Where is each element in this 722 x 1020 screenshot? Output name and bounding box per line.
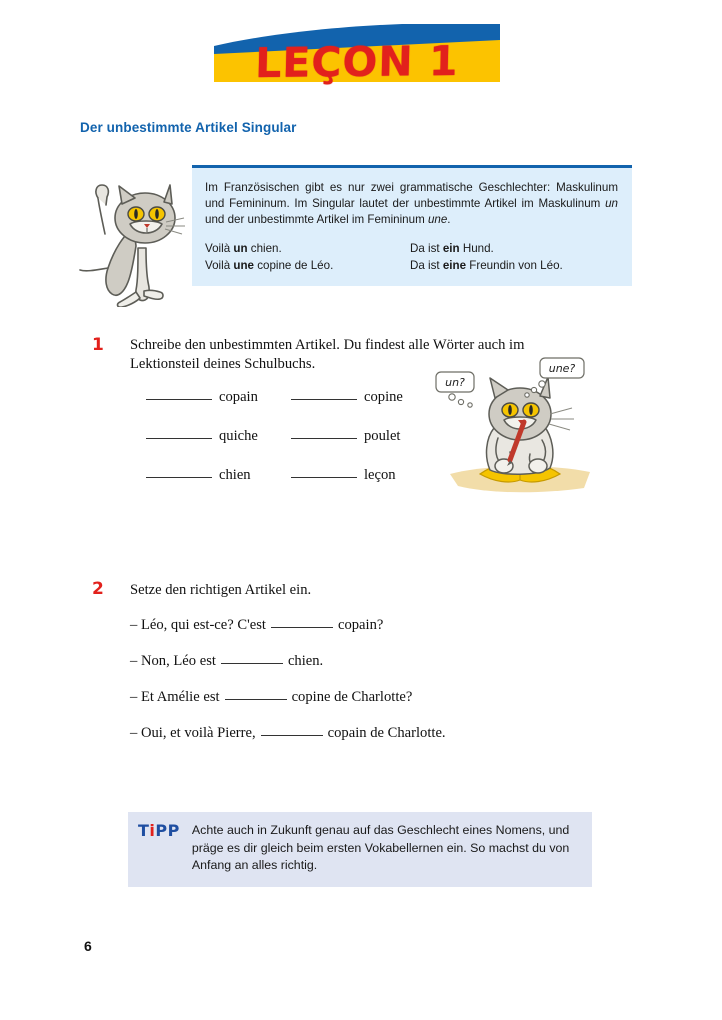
lesson-title: LEÇON 1 [254,36,460,88]
example-de-post: Hund. [459,241,494,255]
answer-blank[interactable] [291,466,357,478]
answer-blank[interactable] [225,688,287,700]
blank-field-quiche[interactable] [146,427,291,445]
dialogue-before: – Oui, et voilà Pierre, [130,725,256,741]
example-german [410,240,618,257]
dialogue-line-1 [130,616,383,634]
svg-text:une?: une? [548,362,576,375]
answer-blank[interactable] [146,466,212,478]
tipp-letter-i: i [149,821,156,840]
grammar-italic-une: une [427,213,448,227]
page-number: 6 [84,938,92,954]
blank-field-copain[interactable] [146,388,291,406]
answer-blank[interactable] [291,427,357,439]
blank-field-chien[interactable] [146,466,291,484]
grammar-text-3: . [447,213,451,227]
dialogue-before: – Et Amélie est [130,689,220,705]
grammar-text-1: Im Französischen gibt es nur zwei grammatische Geschlechter: Maskulinum und Femininum. Im Singular lautet der unbestimmte Artikel im Maskulinum [205,181,618,211]
blank-field-poulet[interactable] [291,427,436,445]
page-title: Der unbestimmte Artikel Singular [80,120,297,135]
blank-field-lecon[interactable] [291,466,436,484]
dialogue-after: copain? [337,617,384,633]
grammar-explanation [205,180,618,229]
example-fr-article: une [233,258,254,272]
word-row [146,388,436,406]
word-row [146,427,436,445]
word-label: copine [364,389,403,405]
dialogue-after: copain de Charlotte. [327,725,446,741]
word-row [146,466,436,484]
tipp-letter-t: T [138,821,150,840]
grammar-text-2: und der unbestimmte Artikel im Femininum [205,213,428,227]
tipp-text: Achte auch in Zukunft genau auf das Geschlecht eines Nomens, und präge es dir gleich beim ersten Vokabellernen ein. So machst du von Anfang an alles richtig. [191,823,570,872]
tipp-box [128,812,592,887]
dialogue-line-3 [130,688,412,706]
word-label: quiche [219,428,258,444]
svg-text:un?: un? [445,376,465,389]
tipp-letter-pp: PP [155,821,180,840]
dialogue-after: copine de Charlotte? [291,689,413,705]
dialogue-line-4 [130,724,446,742]
example-fr-article: un [233,241,248,255]
example-fr-post: copine de Léo. [254,258,334,272]
thought-bubbles [430,356,600,416]
lesson-banner [212,24,502,86]
word-label: poulet [364,428,401,444]
exercise-2-instruction: Setze den richtigen Artikel ein. [130,582,312,598]
pointing-cat-illustration [72,172,190,312]
example-row [205,257,618,274]
answer-blank[interactable] [271,616,333,628]
exercise-1-instruction: Schreibe den unbestimmten Artikel. Du findest alle Wörter auch im Lektionsteil deines Schulbuchs. [130,337,525,372]
example-fr-pre: Voilà [205,241,234,255]
exercise-2-number: 2 [92,579,104,599]
word-label: chien [219,467,251,483]
grammar-italic-un: un [605,197,618,211]
example-fr-pre: Voilà [205,258,234,272]
writing-cat-illustration [432,356,602,501]
answer-blank[interactable] [291,388,357,400]
exercise-1-number: 1 [92,335,104,355]
example-french [205,240,410,257]
dialogue-line-2 [130,652,323,670]
example-german [410,257,618,274]
example-fr-post: chien. [247,241,282,255]
example-de-article: eine [442,258,467,272]
grammar-info-box [192,165,632,286]
dialogue-before: – Léo, qui est-ce? C'est [130,617,266,633]
answer-blank[interactable] [261,724,323,736]
answer-blank[interactable] [221,652,283,664]
word-label: leçon [364,467,396,483]
answer-blank[interactable] [146,388,212,400]
example-de-post: Freundin von Léo. [466,258,563,272]
answer-blank[interactable] [146,427,212,439]
example-row [205,240,618,257]
example-de-article: ein [442,241,460,255]
dialogue-before: – Non, Léo est [130,653,216,669]
exercise-1-word-grid [146,388,436,505]
example-french [205,257,410,274]
example-de-pre: Da ist [410,241,443,255]
tipp-label [138,822,192,875]
example-de-pre: Da ist [410,258,443,272]
blank-field-copine[interactable] [291,388,436,406]
word-label: copain [219,389,258,405]
dialogue-after: chien. [287,653,324,669]
